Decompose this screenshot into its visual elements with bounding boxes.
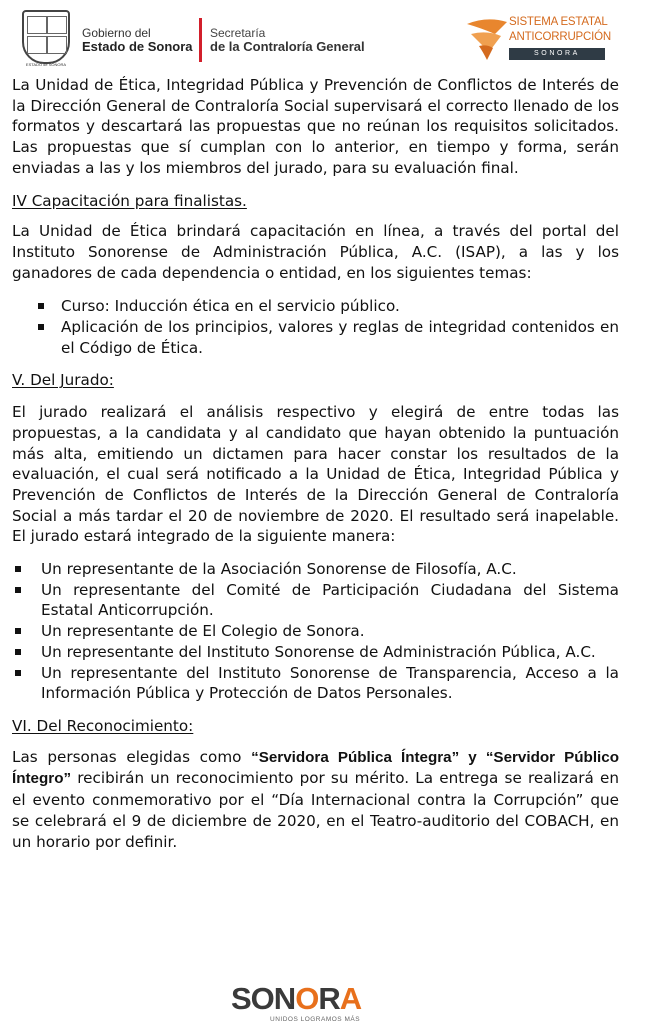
list-item [12,663,619,704]
section-heading-v [12,370,619,391]
logo-part-o: O [295,981,319,1016]
list-item [12,559,619,580]
paragraph-capacitacion: La Unidad de Ética brindará capacitación en línea, a través del portal del Instituto Sonorense de Administración Pública, A.C. (ISAP), a las y los ganadores de cada dependencia o entidad, en los siguientes temas: [12,222,619,282]
paragraph-jurado: El jurado realizará el análisis respectivo y elegirá de entre todas las propuestas, a la candidata y al candidato que hayan obtenido la puntuación más alta, emitiendo un dictamen para hacer constar los resultados de la evaluación, el cual será notificado a la Unidad de Ética, Integridad Pública y Prevención de Conflictos de Interés de la Dirección General de Contraloría Social a más tardar el 20 de noviembre de 2020. El resultado será inapelable. El jurado estará integrado de la siguiente manera: [12,403,619,546]
page-header [0,0,647,75]
list-item [12,296,619,317]
paragraph-supervision: La Unidad de Ética, Integridad Pública y Prevención de Conflictos de Interés de la Dirección General de Contraloría Social supervisará el correcto llenado de los formatos y descartará las propuestas que no reúnan los requisitos solicitados. Las propuestas que sí cumplan con lo anterior, en tiempo y forma, serán enviadas a las y los miembros del jurado, para su evaluación final. [12,76,619,177]
list-item-text: Un representante del Comité de Participación Ciudadana del Sistema Estatal Anticorrupción. [41,580,619,620]
sea-band: SONORA [509,48,605,60]
list-item [12,621,619,642]
section-heading-vi [12,716,619,737]
bullet-icon [38,324,44,330]
secretaria-logo-text [210,26,365,54]
bullet-icon [15,670,21,676]
list-item-text: Un representante de El Colegio de Sonora. [41,622,365,641]
bullet-icon [15,628,21,634]
bullet-icon [15,587,21,593]
document-body [12,75,619,852]
sea-line2: ANTICORRUPCIÓN [509,31,611,43]
list-item-text: Curso: Inducción ética en el servicio público. [61,297,400,316]
section-heading-iv-text: IV Capacitación para finalistas. [12,191,247,210]
list-item-text: Aplicación de los principios, valores y reglas de integridad contenidos en el Código de Ética. [61,318,619,357]
sea-logo [465,10,621,68]
bullet-icon [15,649,21,655]
state-seal-logo [22,10,70,64]
list-item [12,580,619,621]
list-item-text: Un representante del Instituto Sonorense de Administración Pública, A.C. [41,642,596,661]
sea-emblem-icon [465,12,511,64]
logo-part-r: R [318,981,340,1016]
list-item-text: Un representante de la Asociación Sonorense de Filosofía, A.C. [41,560,517,579]
seal-caption: ESTADO de SONORA [25,62,67,67]
list-item [12,317,619,358]
section-heading-v-text: V. Del Jurado: [12,371,114,390]
award-names: “Servidora Pública Íntegra” y “Servidor Público Íntegro” [12,748,619,788]
sec-line2: de la Contraloría General [210,39,365,54]
paragraph-reconocimiento [12,747,619,853]
gob-line1: Gobierno del [82,26,151,40]
logo-part-a: A [339,981,362,1016]
gob-line2: Estado de Sonora [82,39,193,54]
bullet-icon [38,303,44,309]
section-heading-vi-text: VI. Del Reconocimiento: [12,716,194,735]
page-footer [0,980,647,1024]
section-heading-iv [12,191,619,212]
bullet-icon [15,566,21,572]
red-divider [199,18,202,62]
sonora-logo [231,982,361,1016]
reconocimiento-intro: Las personas elegidas como [12,747,252,766]
list-item [12,642,619,663]
training-topics-list [12,296,619,358]
jury-members-list [12,559,619,704]
sea-line1: SISTEMA ESTATAL [509,16,608,28]
sonora-tagline: UNIDOS LOGRAMOS MÁS [270,1016,361,1023]
logo-part-son: SON [231,981,296,1016]
reconocimiento-rest: recibirán un reconocimiento por su mérito. La entrega se realizará en el evento conmemorativo por el “Día Internacional contra la Corrupción” que se celebrará el 9 de diciembre de 2020, en el Teatro-auditorio del COBACH, en un horario por definir. [12,769,619,851]
sec-line1: Secretaría [210,26,266,40]
gobierno-logo-text [82,26,193,54]
list-item-text: Un representante del Instituto Sonorense de Transparencia, Acceso a la Información Pública y Protección de Datos Personales. [41,663,619,703]
